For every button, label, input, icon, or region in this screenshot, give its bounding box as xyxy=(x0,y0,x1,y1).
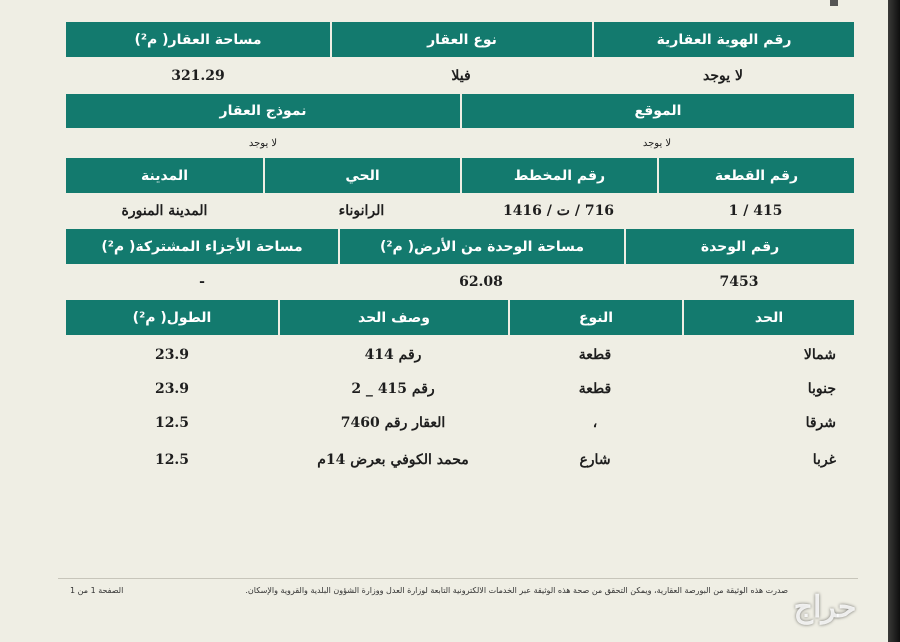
header-location: الموقع xyxy=(460,94,854,128)
boundary-description: رقم 415 _ 2 xyxy=(351,380,435,397)
header-property-id: رقم الهوية العقارية xyxy=(592,22,854,57)
watermark-logo: حراج xyxy=(793,590,857,625)
plot-values xyxy=(66,195,854,227)
value-unit-land-area: 62.08 xyxy=(459,274,503,290)
boundary-direction: غربا xyxy=(812,451,836,468)
page-number: الصفحة 1 من 1 xyxy=(70,586,124,595)
header-boundary: الحد xyxy=(682,300,854,335)
value-plot-number: 415 / 1 xyxy=(728,203,783,219)
boundary-type: قطعة xyxy=(578,380,612,397)
top-mark xyxy=(830,0,838,6)
value-property-model: لا يوجد xyxy=(248,137,278,149)
table-row xyxy=(66,406,854,439)
value-property-type: فيلا xyxy=(451,68,471,84)
value-city: المدينة المنورة xyxy=(121,203,208,219)
boundaries-header xyxy=(66,300,854,335)
table-row xyxy=(66,443,854,476)
unit-header xyxy=(66,229,854,264)
boundary-length: 23.9 xyxy=(154,380,190,397)
boundary-type: شارع xyxy=(579,451,611,468)
header-shared-area: مساحة الأجزاء المشتركة( م²) xyxy=(101,238,303,255)
property-info-header xyxy=(66,22,854,57)
value-property-id: لا يوجد xyxy=(703,68,743,84)
boundary-description: محمد الكوفي بعرض 14م xyxy=(317,451,469,468)
footer-note: صدرت هذه الوثيقة من البورصة العقارية، ويمكن التحقق من صحة هذه الوثيقة عبر الخدمات الالكترونية التابعة لوزارة العدل ووزارة الشؤون البلدية والقروية والإسكان. xyxy=(245,586,788,595)
header-city: المدينة xyxy=(141,167,188,184)
unit-values xyxy=(66,266,854,298)
footer-divider xyxy=(58,578,858,579)
boundary-direction: شمالا xyxy=(803,346,836,363)
plot-header xyxy=(66,158,854,193)
boundary-type: قطعة xyxy=(578,346,612,363)
scan-edge xyxy=(888,0,900,642)
table-row xyxy=(66,372,854,405)
header-plot-number: رقم القطعة xyxy=(657,158,854,193)
value-unit-number: 7453 xyxy=(719,274,759,290)
header-district: الحي xyxy=(263,158,460,193)
boundary-description: العقار رقم 7460 xyxy=(340,414,446,431)
value-property-area: 321.29 xyxy=(171,68,225,84)
location-header xyxy=(66,94,854,128)
header-property-model: نموذج العقار xyxy=(219,103,307,119)
header-boundary-description: وصف الحد xyxy=(278,300,508,335)
table-row xyxy=(66,338,854,371)
header-property-type: نوع العقار xyxy=(330,22,592,57)
property-info-values xyxy=(66,59,854,93)
boundary-description: رقم 414 xyxy=(364,346,422,363)
value-shared-area: - xyxy=(199,274,205,290)
header-unit-land-area: مساحة الوحدة من الأرض( م²) xyxy=(338,229,624,264)
header-boundary-type: النوع xyxy=(508,300,682,335)
value-plan-number: 716 / ت / 1416 xyxy=(502,203,615,219)
boundary-type: ، xyxy=(592,414,598,431)
boundary-length: 12.5 xyxy=(154,414,190,431)
header-unit-number: رقم الوحدة xyxy=(624,229,854,264)
boundary-direction: جنوبا xyxy=(807,380,836,397)
boundary-length: 23.9 xyxy=(154,346,190,363)
boundary-length: 12.5 xyxy=(154,451,190,468)
boundary-direction: شرقا xyxy=(805,414,836,431)
value-location: لا يوجد xyxy=(642,137,672,149)
value-district: الرانوناء xyxy=(338,203,385,219)
location-values xyxy=(66,130,854,156)
header-property-area: مساحة العقار( م²) xyxy=(134,31,262,48)
header-boundary-length: الطول( م²) xyxy=(132,309,212,326)
header-plan-number: رقم المخطط xyxy=(460,158,657,193)
